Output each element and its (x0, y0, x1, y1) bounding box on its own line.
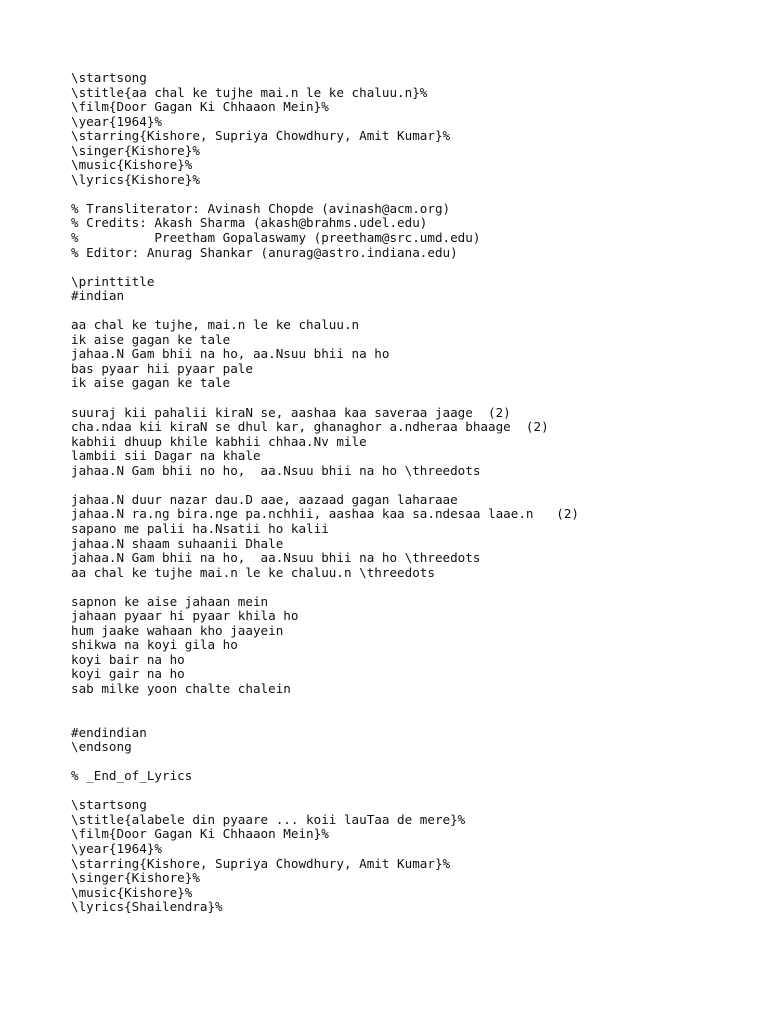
text-line: sapano me palii ha.Nsatii ho kalii (71, 520, 329, 536)
text-line (71, 697, 728, 712)
text-line (71, 304, 728, 319)
text-line: sab milke yoon chalte chalein (71, 680, 291, 696)
text-line: suuraj kii pahalii kiraN se, aashaa kaa saveraa jaage (2) (71, 404, 511, 420)
text-line: hum jaake wahaan kho jaayein (71, 622, 284, 638)
text-line: % Preetham Gopalaswamy (preetham@src.umd.edu) (71, 230, 481, 246)
text-line: #indian (71, 288, 125, 304)
text-line: \music{Kishore}% (71, 157, 193, 173)
text-line: \starring{Kishore, Supriya Chowdhury, Amit Kumar}% (71, 128, 451, 144)
text-line (71, 478, 728, 493)
text-line: \singer{Kishore}% (71, 142, 200, 158)
text-line: \singer{Kishore}% (71, 870, 200, 886)
text-line: \film{Door Gagan Ki Chhaaon Mein}% (71, 99, 329, 115)
text-line: \starring{Kishore, Supriya Chowdhury, Amit Kumar}% (71, 855, 451, 871)
text-line: koyi gair na ho (71, 666, 185, 682)
text-line: jahaan pyaar hi pyaar khila ho (71, 608, 299, 624)
text-line: jahaa.N duur nazar dau.D aae, aazaad gagan laharaae (71, 491, 458, 507)
text-line: jahaa.N shaam suhaanii Dhale (71, 535, 284, 551)
text-line: bas pyaar hii pyaar pale (71, 360, 253, 376)
text-line: \startsong (71, 70, 147, 85)
text-line (71, 260, 728, 275)
text-line: \film{Door Gagan Ki Chhaaon Mein}% (71, 826, 329, 842)
text-line: \year{1964}% (71, 840, 162, 856)
text-line: sapnon ke aise jahaan mein (71, 593, 269, 609)
text-line (71, 784, 728, 799)
lyrics-text-block (71, 71, 728, 915)
text-line: ik aise gagan ke tale (71, 375, 231, 391)
text-line: lambii sii Dagar na khale (71, 448, 261, 464)
text-line: kabhii dhuup khile kabhii chhaa.Nv mile (71, 433, 367, 449)
text-line: \printtitle (71, 273, 155, 289)
text-line: % Credits: Akash Sharma (akash@brahms.udel.edu) (71, 215, 428, 231)
text-line: \music{Kishore}% (71, 884, 193, 900)
text-line: \stitle{alabele din pyaare ... koii lauTaa de mere}% (71, 811, 466, 827)
text-line: jahaa.N ra.ng bira.nge pa.nchhii, aashaa kaa sa.ndesaa laae.n (2) (71, 506, 579, 522)
text-line: koyi bair na ho (71, 651, 185, 667)
text-line: aa chal ke tujhe, mai.n le ke chaluu.n (71, 317, 360, 333)
text-line: jahaa.N Gam bhii na ho, aa.Nsuu bhii na ho (71, 346, 390, 362)
text-line: \lyrics{Kishore}% (71, 171, 200, 187)
text-line: \endsong (71, 739, 132, 755)
text-line: shikwa na koyi gila ho (71, 637, 238, 653)
text-line: aa chal ke tujhe mai.n le ke chaluu.n \threedots (71, 564, 435, 580)
text-line: % Transliterator: Avinash Chopde (avinash@acm.org) (71, 200, 451, 216)
text-line (71, 755, 728, 770)
text-line: \stitle{aa chal ke tujhe mai.n le ke chaluu.n}% (71, 84, 428, 100)
text-line: ik aise gagan ke tale (71, 331, 231, 347)
text-line: % Editor: Anurag Shankar (anurag@astro.indiana.edu) (71, 244, 458, 260)
text-line: cha.ndaa kii kiraN se dhul kar, ghanaghor a.ndheraa bhaage (2) (71, 419, 549, 435)
text-line: jahaa.N Gam bhii na ho, aa.Nsuu bhii na ho \threedots (71, 550, 481, 566)
text-line: jahaa.N Gam bhii no ho, aa.Nsuu bhii na ho \threedots (71, 462, 481, 478)
text-line: #endindian (71, 724, 147, 740)
text-line: \startsong (71, 797, 147, 813)
text-line: \lyrics{Shailendra}% (71, 899, 223, 915)
text-line (71, 580, 728, 595)
text-line: \year{1964}% (71, 113, 162, 129)
text-line (71, 391, 728, 406)
text-line: % _End_of_Lyrics (71, 768, 193, 784)
text-line (71, 711, 728, 726)
text-line (71, 187, 728, 202)
